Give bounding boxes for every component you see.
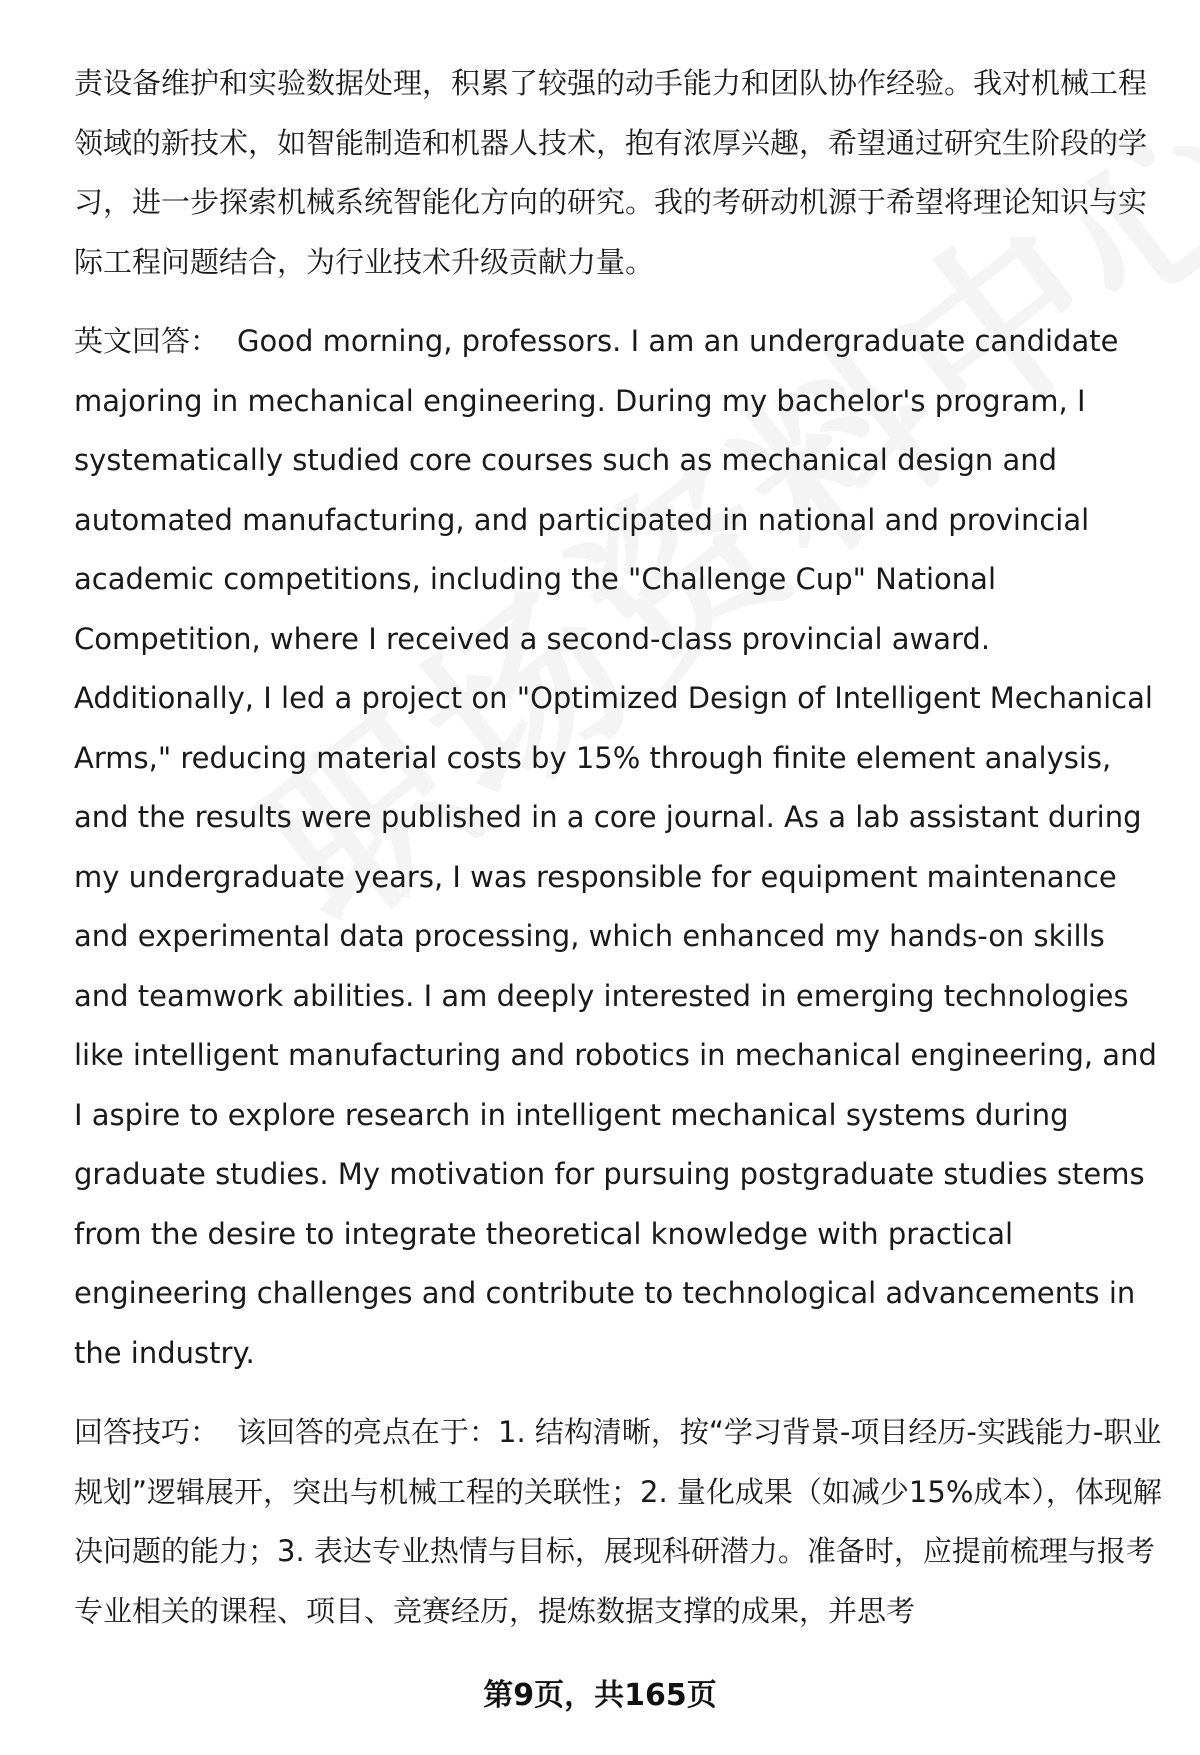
paragraph-continued: 责设备维护和实验数据处理，积累了较强的动手能力和团队协作经验。我对机械工程领域的新技术，如智能制造和机器人技术，抱有浓厚兴趣，希望通过研究生阶段的学习，进一步探索机械系统智能化方向的研究。我的考研动机源于希望将理论知识与实际工程问题结合，为行业技术升级贡献力量。	[74, 66, 1148, 279]
answer-tips-label: 回答技巧：	[74, 1415, 220, 1449]
english-answer-text: Good morning, professors. I am an undergraduate candidate majoring in mechanical engineering. During my bachelor's program, I systematically studied core courses such as mechanical design and automated manufacturing, and participated in national and provincial academic competitions, including the "Challenge Cup" National Competition, where I received a second-class provincial award. Additionally, I led a project on "Optimized Design of Intelligent Mechanical Arms," reducing material costs by 15% through finite element analysis, and the results were published in a core journal. As a lab assistant during my undergraduate years, I was responsible for equipment maintenance and experimental data processing, which enhanced my hands-on skills and teamwork abilities. I am deeply interested in emerging technologies like intelligent manufacturing and robotics in mechanical engineering, and I aspire to explore research in intelligent mechanical systems during graduate studies. My motivation for pursuing postgraduate studies stems from the desire to integrate theoretical knowledge with practical engineering challenges and contribute to technological advancements in the industry.	[74, 324, 1157, 1370]
page-number-footer: 第9页，共165页	[483, 1678, 717, 1713]
english-answer-paragraph	[74, 312, 1164, 1383]
english-answer-label: 英文回答：	[74, 324, 220, 358]
answer-tips-text: 该回答的亮点在于：1. 结构清晰，按“学习背景-项目经历-实践能力-职业规划”逻辑展开，突出与机械工程的关联性；2. 量化成果（如减少15%成本），体现解决问题的能力；3. 表达专业热情与目标，展现科研潜力。准备时，应提前梳理与报考专业相关的课程、项目、竞赛经历，提炼数据支撑的成果，并思考	[74, 1415, 1162, 1628]
document-body	[74, 54, 1164, 1641]
answer-tips-paragraph	[74, 1403, 1164, 1641]
